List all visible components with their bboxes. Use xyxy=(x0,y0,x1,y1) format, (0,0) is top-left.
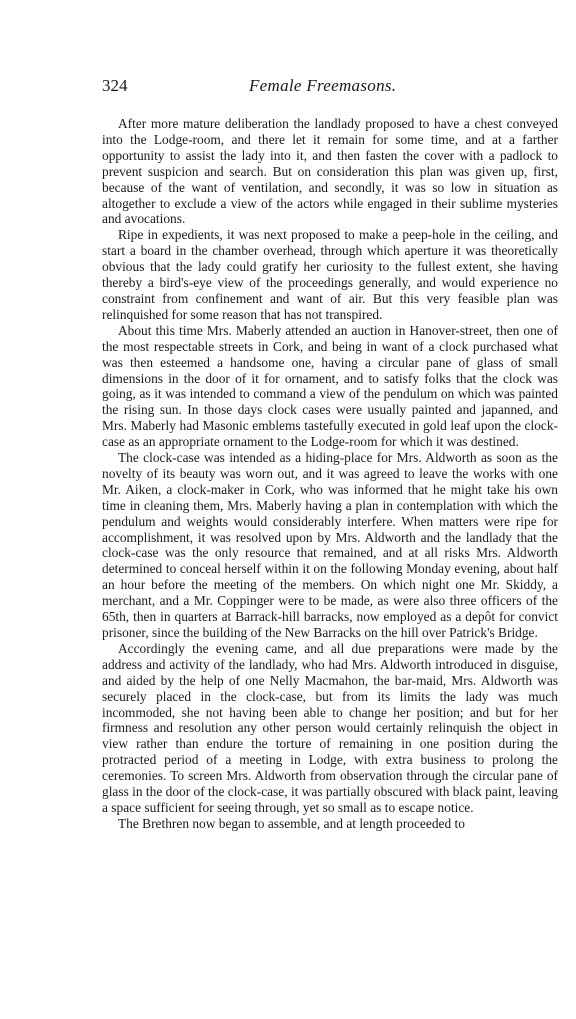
paragraph: Accordingly the evening came, and all due preparations were made by the address and activity of the landlady, who had Mrs. Aldworth introduced in disguise, and aided by the help of one Nelly Macmahon, the bar-maid, Mrs. Aldworth was securely placed in the clock-case, but from its limits the lady was much incommoded, she not having been able to change her position; and but for her firmness and resolution any other person would certainly relinquish the object in view rather than endure the torture of remaining in one position during the protracted period of a meeting in Lodge, with extra business to prolong the ceremonies. To screen Mrs. Aldworth from observation through the circular pane of glass in the door of the clock-case, it was partially obscured with black paint, leaving a space sufficient for seeing through, yet so small as to escape notice. xyxy=(102,640,558,815)
page-number: 324 xyxy=(102,76,128,95)
running-title: Female Freemasons. xyxy=(249,76,397,95)
paragraph: The clock-case was intended as a hiding-place for Mrs. Aldworth as soon as the novelty of its beauty was worn out, and it was agreed to leave the works with one Mr. Aiken, a clock-maker in Cork, who was informed that he might take his own time in cleaning them, Mrs. Maberly having a plan in contemplation with which the pendulum and weights would considerably interfere. When matters were ripe for accomplishment, it was resolved upon by Mrs. Aldworth and the landlady that the clock-case was the only resource that remained, and at all risks Mrs. Aldworth determined to conceal herself within it on the following Monday evening, about half an hour before the meeting of the members. On which night one Mr. Skiddy, a merchant, and a Mr. Coppinger were to be made, as were also three officers of the 65th, then in quarters at Barrack-hill barracks, now employed as a depôt for convict prisoner, since the building of the New Barracks on the hill over Patrick's Bridge. xyxy=(102,450,558,640)
page-header xyxy=(102,76,558,102)
paragraph: Ripe in expedients, it was next proposed to make a peep-hole in the ceiling, and start a board in the chamber overhead, through which aperture it was theoretically obvious that the lady could gratify her curiosity to the fullest extent, she having thereby a bird's-eye view of the proceedings generally, and would experience no constraint from confinement and want of air. But this very feasible plan was relinquished for some reason that has not transpired. xyxy=(102,227,558,322)
paragraph: About this time Mrs. Maberly attended an auction in Hanover-street, then one of the most respectable streets in Cork, and being in want of a clock purchased what was then esteemed a handsome one, having a circular pane of glass of small dimensions in the door of it for ornament, and to satisfy folks that the clock was going, as it was intended to command a view of the pendulum on which was painted the rising sun. In those days clock cases were usually painted and japanned, and Mrs. Maberly had Masonic emblems tastefully executed in gold leaf upon the clock-case as an appropriate ornament to the Lodge-room for which it was destined. xyxy=(102,322,558,450)
paragraph: The Brethren now began to assemble, and at length proceeded to xyxy=(118,815,465,831)
paragraph: After more mature deliberation the landlady proposed to have a chest conveyed into the Lodge-room, and there let it remain for some time, and at a farther opportunity to assist the lady into it, and then fasten the cover with a padlock to prevent suspicion and search. But on consideration this plan was given up, first, because of the want of ventilation, and secondly, it was so low in situation as altogether to exclude a view of the actors while engaged in their sublime mysteries and avocations. xyxy=(102,116,558,227)
body-text xyxy=(102,116,558,832)
